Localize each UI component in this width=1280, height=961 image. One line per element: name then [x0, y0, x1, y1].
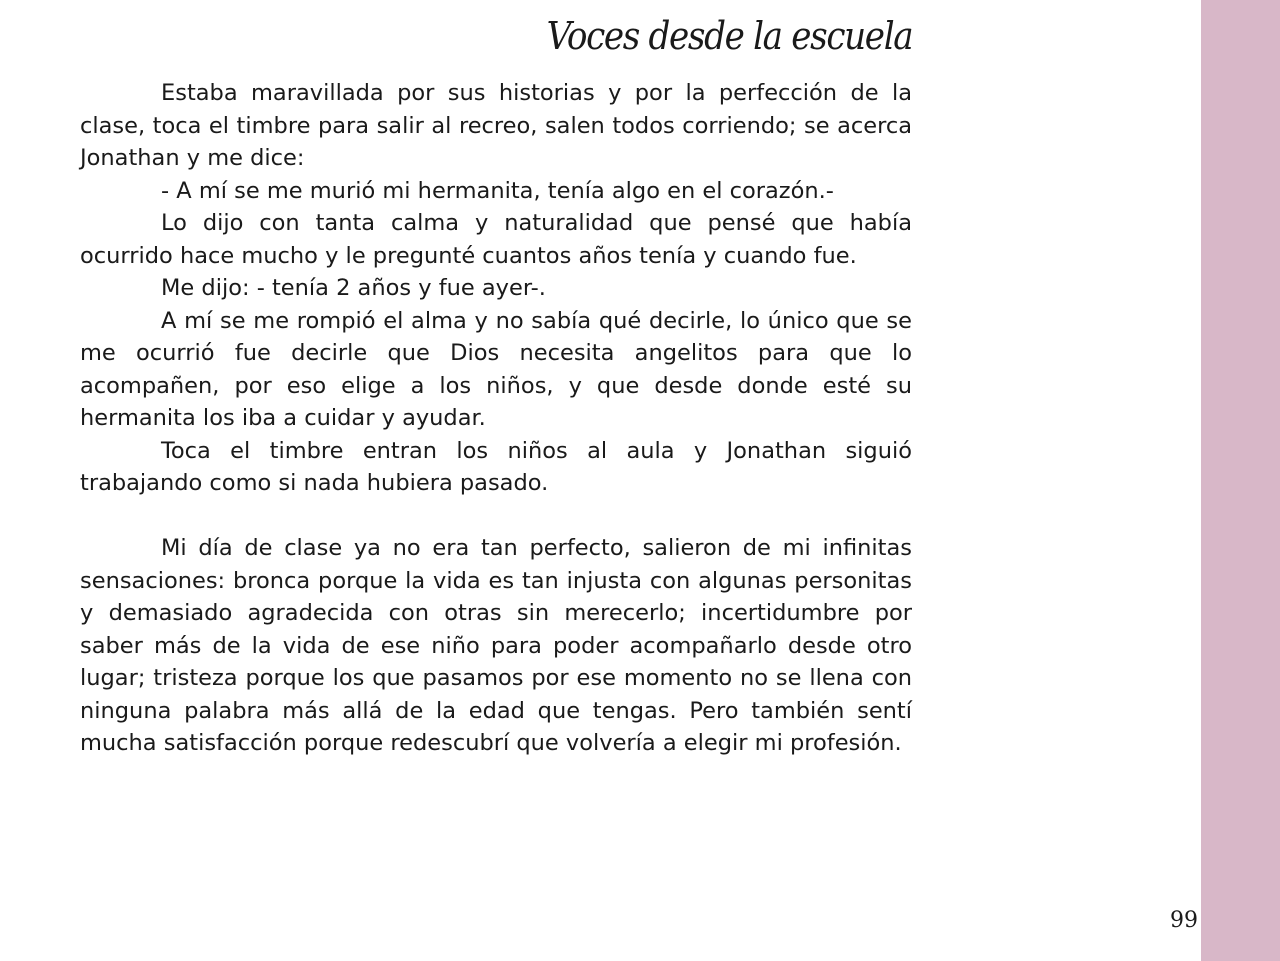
page-number: 99	[1170, 908, 1198, 933]
paragraph: Toca el timbre entran los niños al aula y Jonathan siguió trabajando como si nada hubiera pasado.	[80, 437, 912, 496]
paragraph: Lo dijo con tanta calma y naturalidad que pensé que había ocurrido hace mucho y le pregunté cuantos años tenía y cuando fue.	[80, 210, 912, 269]
paragraph: A mí se me rompió el alma y no sabía qué decirle, lo único que se me ocurrió fue decirle que Dios necesita angelitos para que lo acompañen, por eso elige a los niños, y que desde donde esté su hermanita los iba a cuidar y ayudar.	[80, 307, 912, 431]
paragraph: Me dijo: - tenía 2 años y fue ayer-.	[161, 275, 546, 301]
paragraph: Estaba maravillada por sus historias y por la perfección de la clase, toca el timbre para salir al recreo, salen todos corriendo; se acerca Jonathan y me dice:	[80, 80, 912, 171]
running-header-title: Voces desde la escuela	[546, 14, 912, 58]
paragraph: - A mí se me murió mi hermanita, tenía algo en el corazón.-	[161, 177, 834, 204]
paragraph: Mi día de clase ya no era tan perfecto, salieron de mi infinitas sensaciones: bronca porque la vida es tan injusta con algunas personitas y demasiado agradecida con otras sin merecerlo; incertidumbre por saber más de la vida de ese niño para poder acompañarlo desde otro lugar; tristeza porque los que pasamos por ese momento no se llena con ninguna palabra más allá de la edad que tengas. Pero también sentí mucha satisfacción porque redescubrí que volvería a elegir mi profesión.	[80, 535, 912, 756]
side-color-band	[1201, 0, 1280, 961]
body-text	[80, 77, 912, 760]
